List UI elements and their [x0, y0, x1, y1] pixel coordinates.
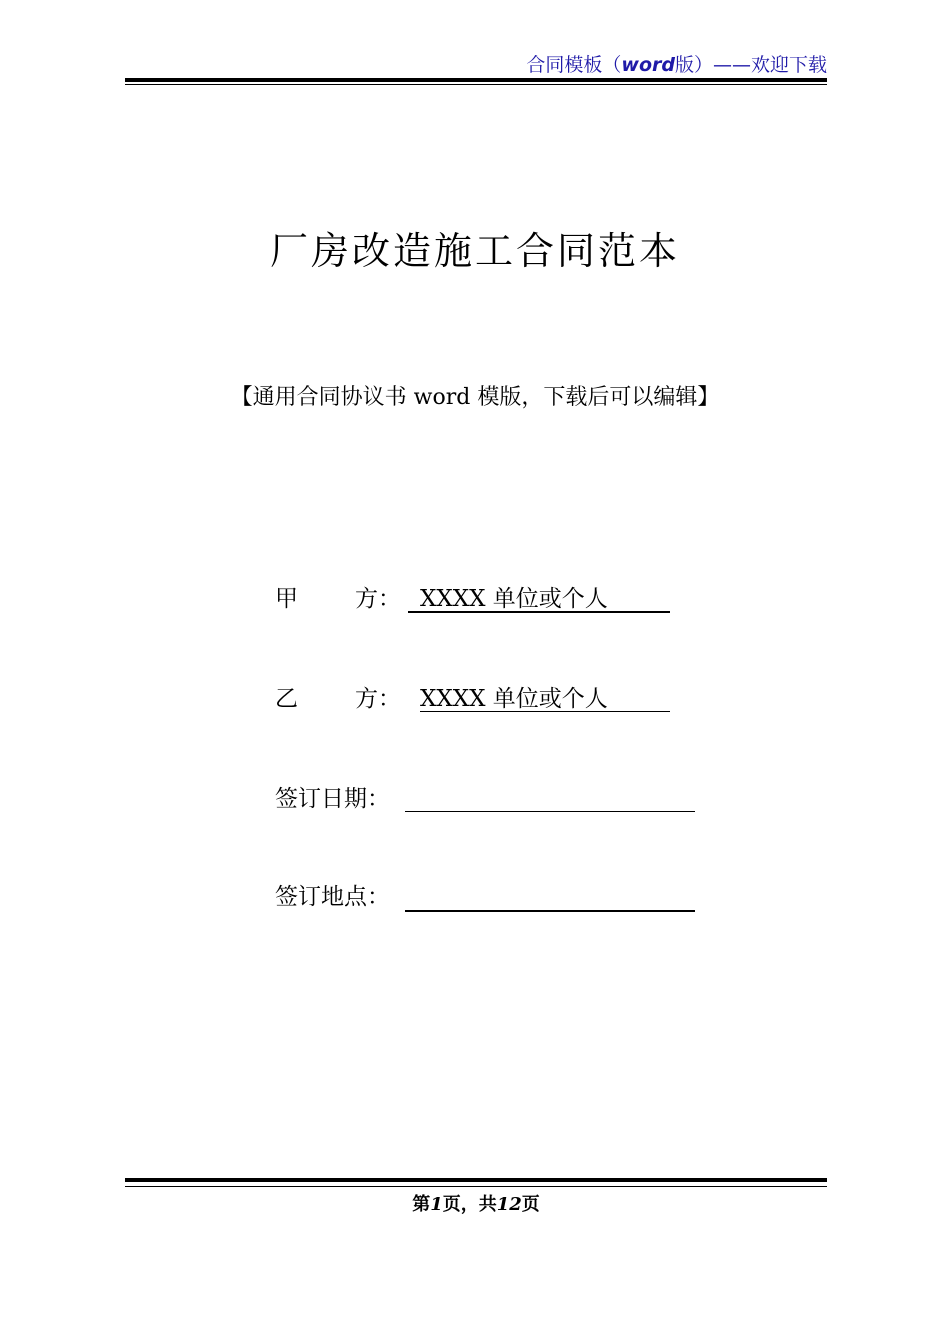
sign-place-underline	[405, 910, 695, 912]
footer-rule-thin	[125, 1186, 827, 1187]
document-title: 厂房改造施工合同范本	[269, 229, 680, 273]
party-a-label	[275, 580, 401, 613]
footer-rule-thick	[125, 1178, 827, 1182]
sign-place-label: 签订地点：	[275, 884, 390, 910]
page-header	[125, 48, 827, 88]
header-rule-thick	[125, 78, 827, 82]
party-a-underline	[408, 611, 670, 613]
party-a-label-last: 方：	[355, 586, 401, 612]
header-text	[526, 50, 827, 77]
party-a-value[interactable]: XXXX 单位或个人	[420, 586, 608, 612]
party-b-label-last: 方：	[355, 686, 401, 712]
current-page-number: 1	[430, 1194, 443, 1215]
header-word: word	[621, 54, 675, 76]
party-a-label-first: 甲	[275, 586, 298, 612]
document-subtitle: 【通用合同协议书 word 模版，下载后可以编辑】	[230, 385, 720, 410]
page-number	[125, 1190, 827, 1216]
page-footer	[125, 1178, 827, 1218]
party-b-label	[275, 680, 401, 713]
party-b-field	[275, 680, 695, 720]
party-a-field	[275, 580, 695, 620]
header-prefix: 合同模板（	[526, 54, 622, 76]
sign-date-underline	[405, 811, 695, 812]
header-rule-thin	[125, 84, 827, 85]
total-page-count: 12	[496, 1194, 522, 1215]
page-number-prefix: 第	[412, 1194, 431, 1215]
header-suffix: 版）——欢迎下载	[674, 54, 827, 76]
party-b-value[interactable]: XXXX 单位或个人	[420, 686, 608, 712]
page-number-suffix: 页	[521, 1194, 540, 1215]
sign-date-field	[275, 780, 705, 820]
sign-date-label: 签订日期：	[275, 786, 390, 812]
sign-place-field	[275, 878, 705, 918]
party-b-underline	[420, 711, 670, 712]
page-number-middle: 页，共	[442, 1194, 497, 1215]
party-b-label-first: 乙	[275, 686, 298, 712]
